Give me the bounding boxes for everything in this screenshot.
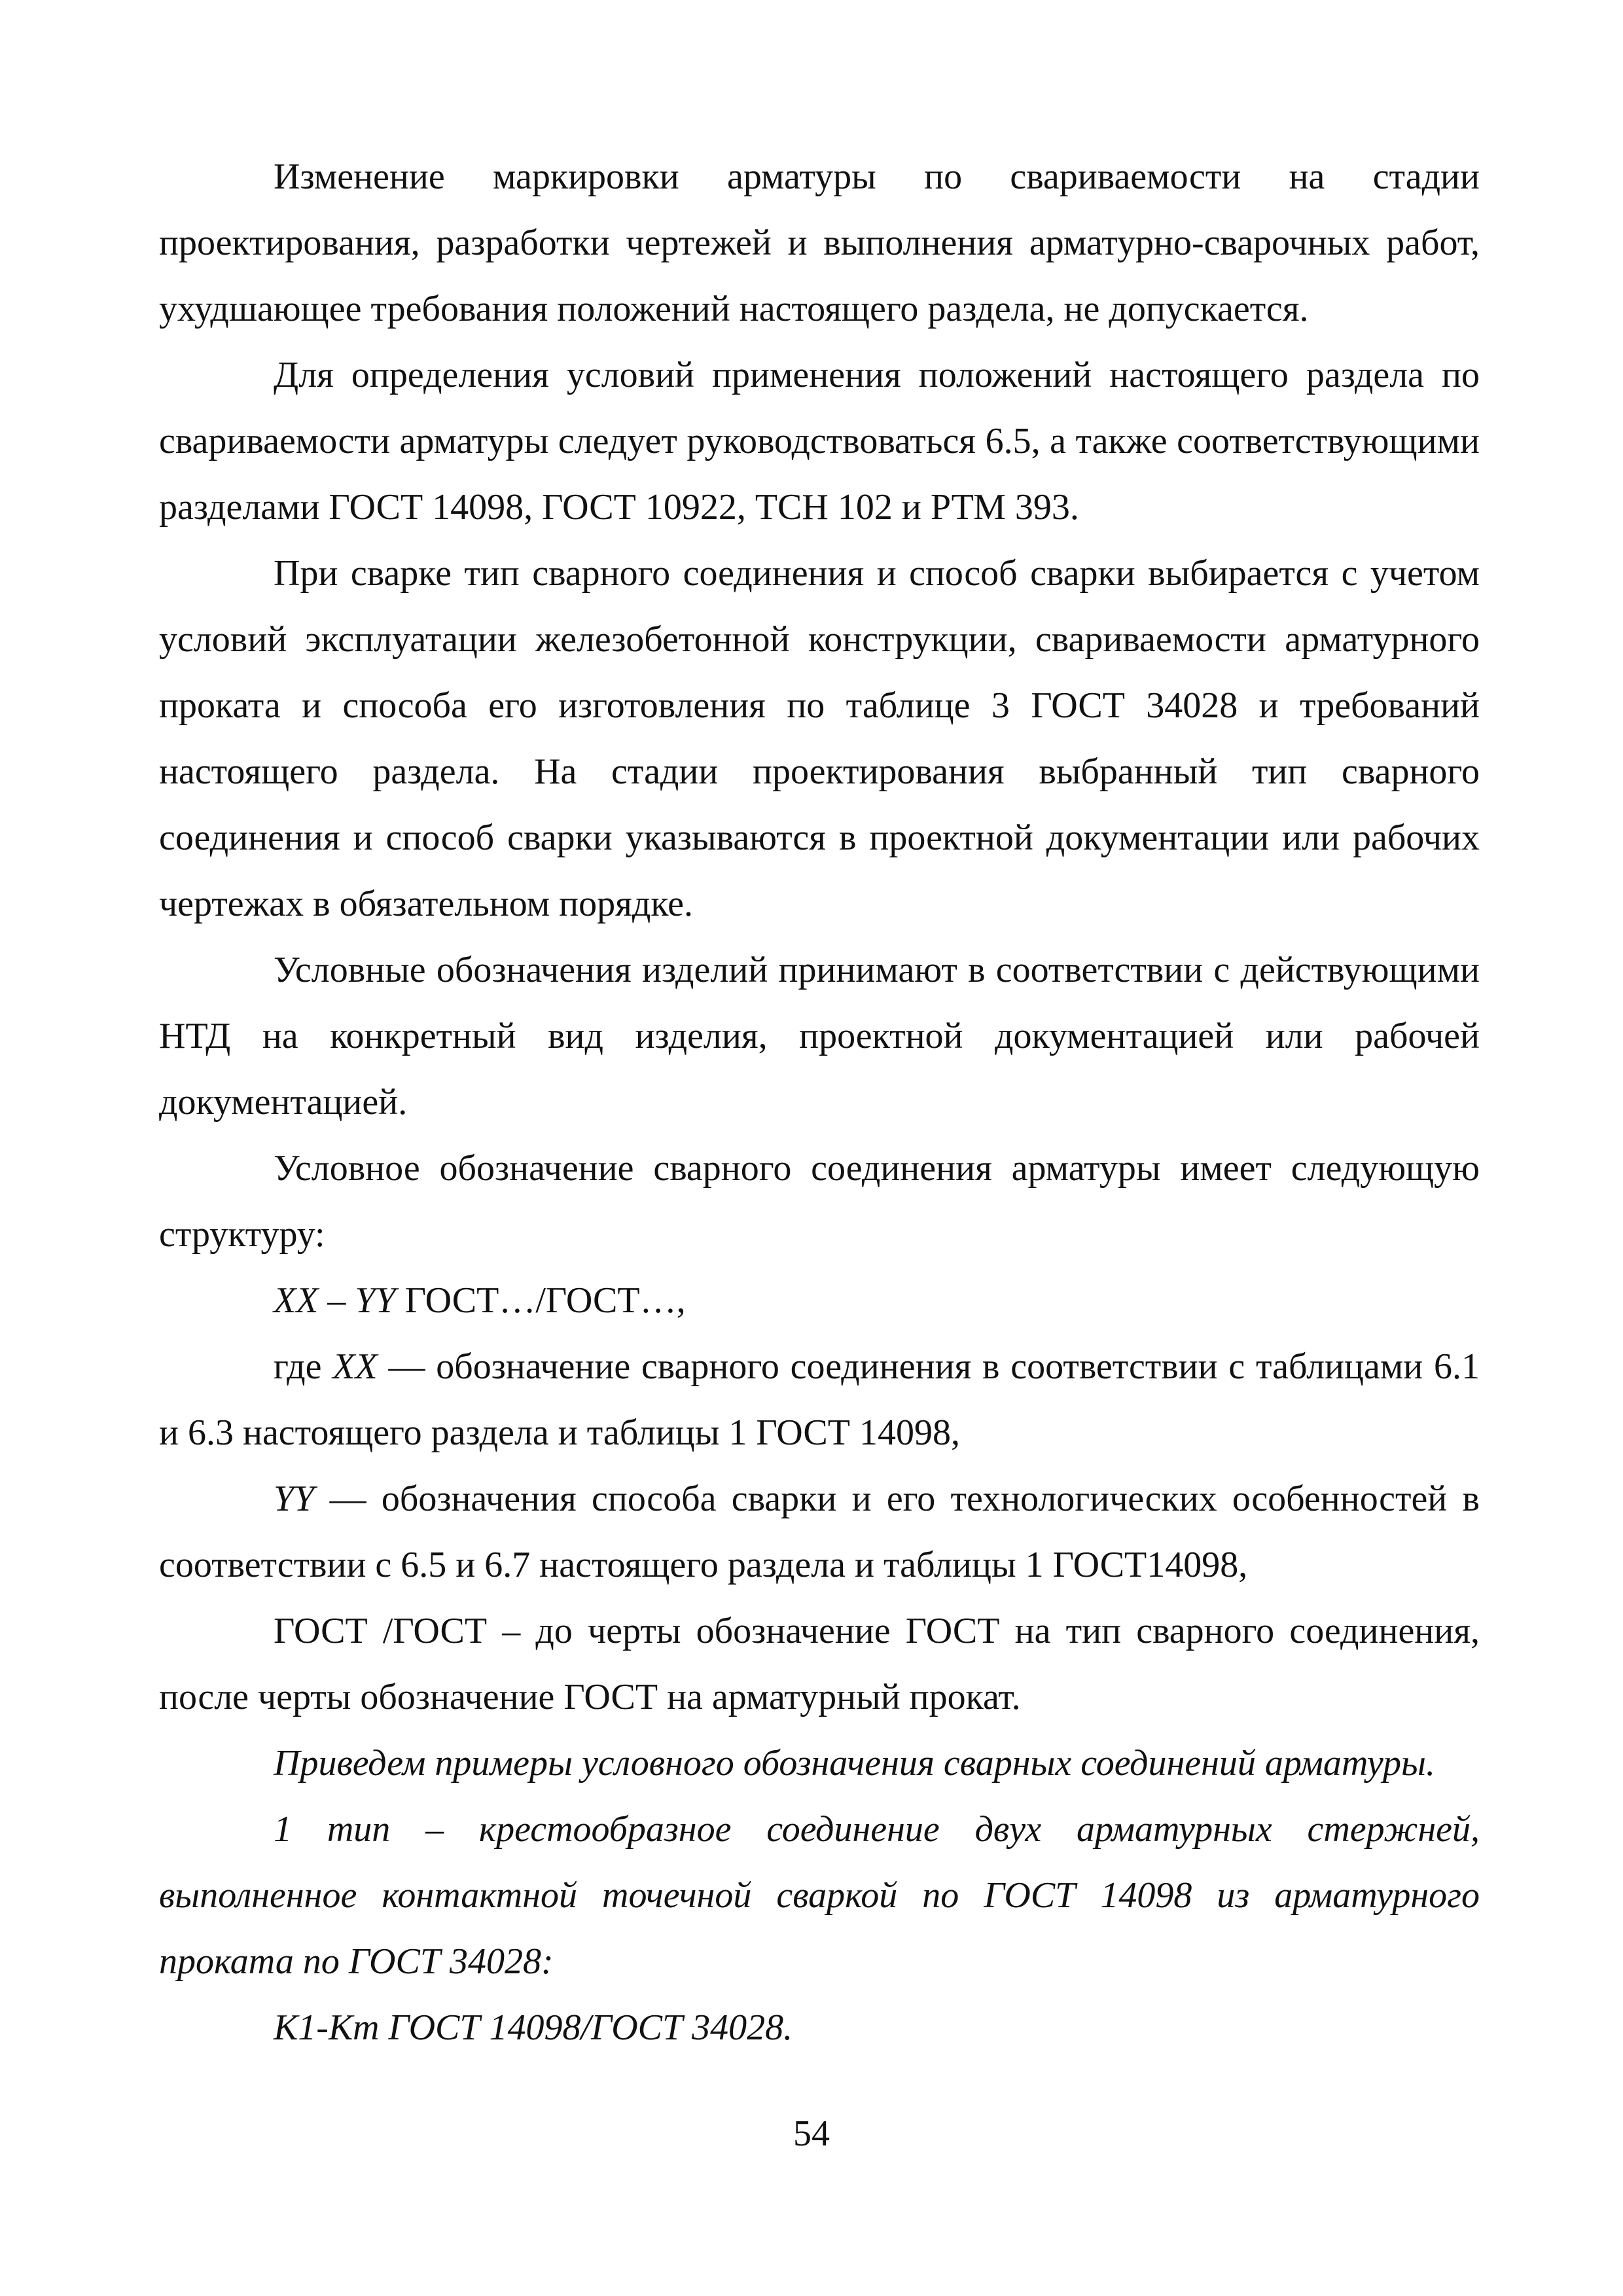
xx-description: — обозначение сварного соединения в соответствии с таблицами 6.1 и 6.3 настоящего раздела и таблицы 1 ГОСТ 14098,	[159, 1346, 1480, 1453]
paragraph-structure: Условное обозначение сварного соединения арматуры имеет следующую структуру:	[159, 1148, 1480, 1255]
paragraph-yy-definition	[159, 1466, 1480, 1598]
document-body	[159, 144, 1480, 2061]
page-number: 54	[793, 2113, 830, 2154]
formula-line	[159, 1268, 1480, 1334]
paragraph-example-designation: К1-Кт ГОСТ 14098/ГОСТ 34028.	[274, 2007, 793, 2048]
paragraph-marking-change: Изменение маркировки арматуры по свариваемости на стадии проектирования, разработки чертежей и выполнения арматурно-сварочных работ, ухудшающее требования положений настоящего раздела, не допускается.	[159, 156, 1480, 329]
paragraph-conditions: Для определения условий применения положений настоящего раздела по свариваемости арматуры следует руководствоваться 6.5, а также соответствующими разделами ГОСТ 14098, ГОСТ 10922, ТСН 102 и РТМ 393.	[159, 355, 1480, 528]
paragraph-example-type-1: 1 тип – крестообразное соединение двух арматурных стержней, выполненное контактной точечной сваркой по ГОСТ 14098 из арматурного проката по ГОСТ 34028:	[159, 1809, 1480, 1982]
yy-variable: YY	[274, 1479, 315, 1519]
paragraph-welding-type: При сварке тип сварного соединения и способ сварки выбирается с учетом условий эксплуатации железобетонной конструкции, свариваемости арматурного проката и способа его изготовления по таблице 3 ГОСТ 34028 и требований настоящего раздела. На стадии проектирования выбранный тип сварного соединения и способ сварки указываются в проектной документации или рабочих чертежах в обязательном порядке.	[159, 553, 1480, 924]
yy-description: — обозначения способа сварки и его технологических особенностей в соответствии с 6.5 и 6.7 настоящего раздела и таблицы 1 ГОСТ14098,	[159, 1479, 1480, 1585]
paragraph-gost-definition: ГОСТ /ГОСТ – до черты обозначение ГОСТ на тип сварного соединения, после черты обозначение ГОСТ на арматурный прокат.	[159, 1611, 1480, 1717]
xx-variable: XX	[332, 1346, 378, 1387]
paragraph-xx-definition	[159, 1334, 1480, 1466]
xx-prefix: где	[274, 1346, 333, 1387]
paragraph-designations: Условные обозначения изделий принимают в соответствии с действующими НТД на конкретный вид изделия, проектной документацией или рабочей документацией.	[159, 950, 1480, 1122]
paragraph-examples-intro: Приведем примеры условного обозначения сварных соединений арматуры.	[274, 1743, 1435, 1784]
formula-rest: ГОСТ…/ГОСТ…,	[395, 1280, 686, 1321]
formula-variables: XX – YY	[274, 1280, 396, 1321]
